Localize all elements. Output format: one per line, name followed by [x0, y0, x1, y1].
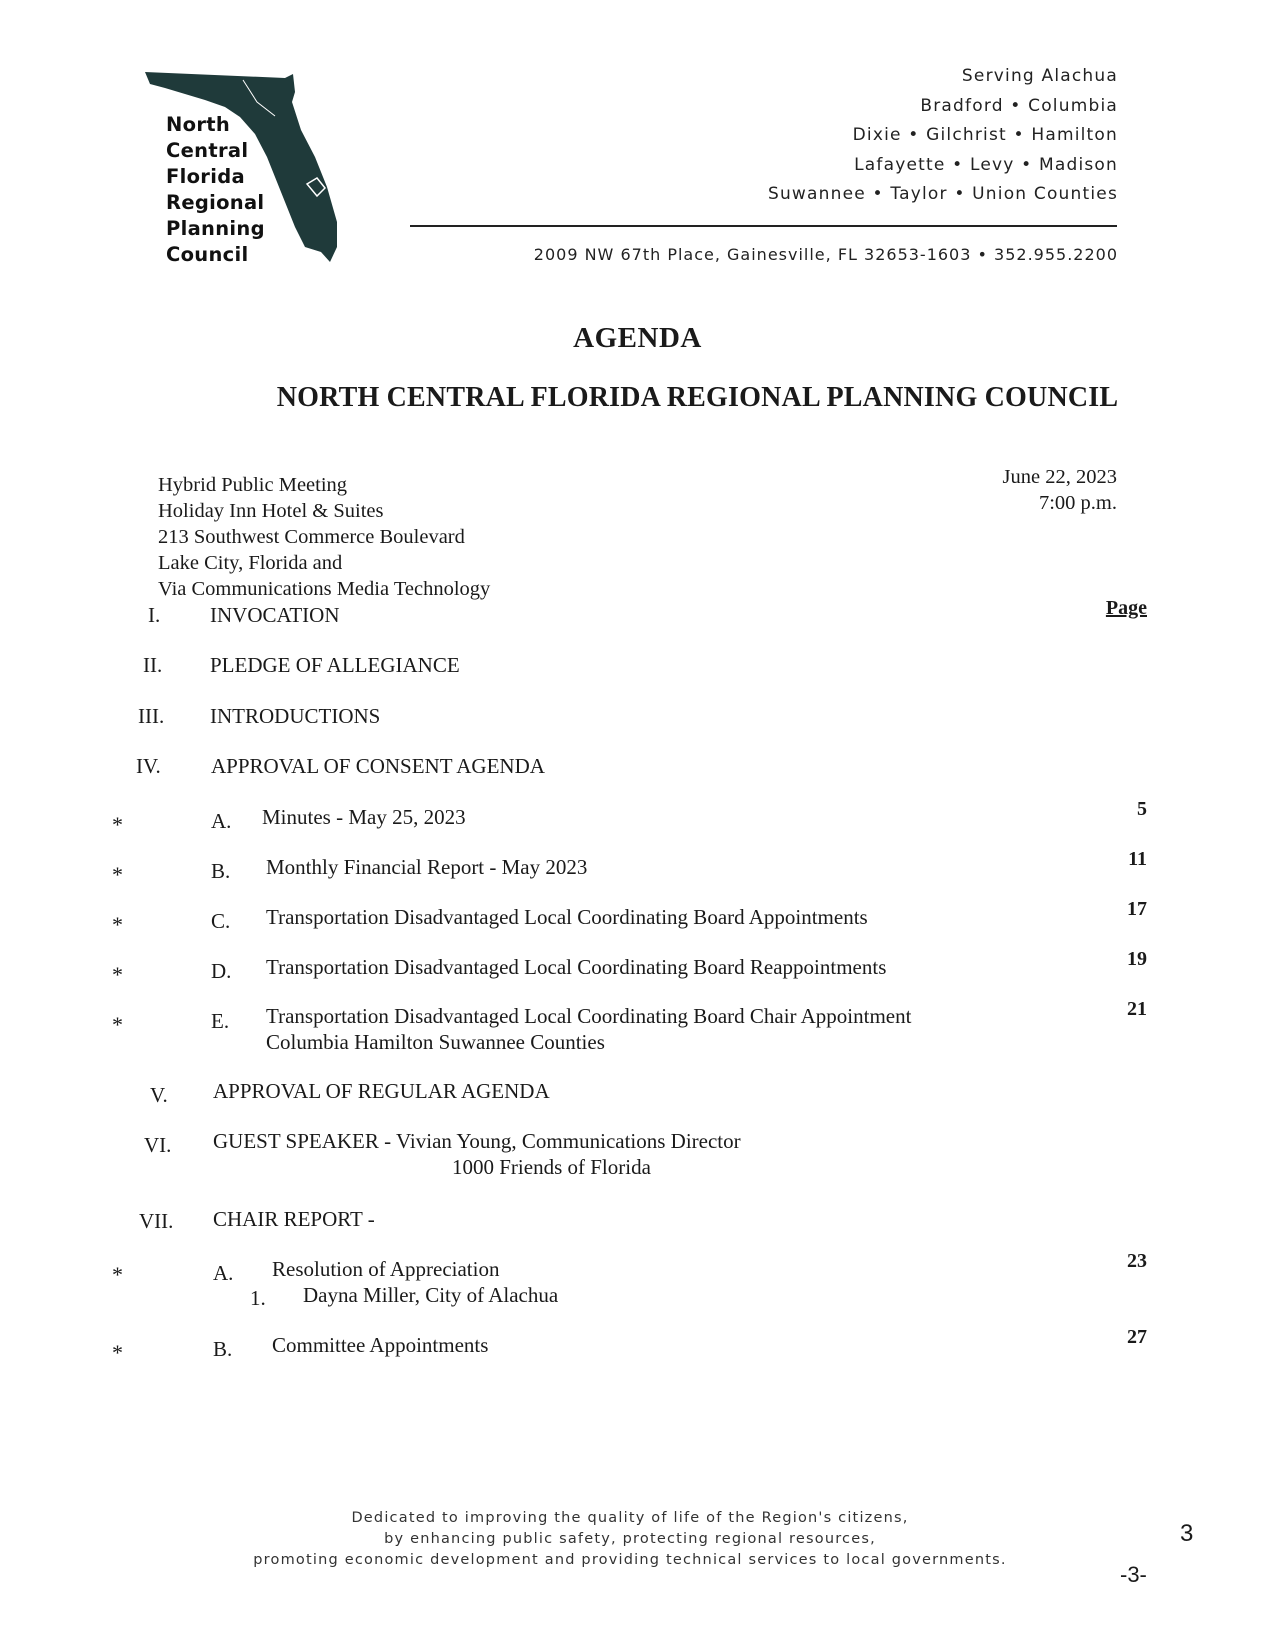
item-td-reappointments: Transportation Disadvantaged Local Coordinating Board Reappointments: [266, 955, 887, 979]
footer-line: by enhancing public safety, protecting regional resources,: [384, 1531, 876, 1547]
logo-line: Central: [166, 139, 249, 162]
page-ref: 17: [1127, 898, 1147, 920]
council-address: 2009 NW 67th Place, Gainesville, FL 32653-1603 • 352.955.2200: [533, 245, 1118, 264]
counties-line: Dixie • Gilchrist • Hamilton: [852, 125, 1118, 145]
location-line: 213 Southwest Commerce Boulevard: [158, 526, 465, 548]
logo-line: North: [166, 113, 231, 136]
star-marker: *: [112, 1340, 123, 1365]
item-td-chair-appointment: Transportation Disadvantaged Local Coordinating Board Chair Appointment: [266, 1004, 912, 1028]
item-number: VI.: [144, 1133, 172, 1157]
footer-mission: [160, 1508, 1100, 1571]
item-number: IV.: [136, 754, 161, 778]
agenda-title: AGENDA: [573, 322, 702, 354]
item-financial-report: Monthly Financial Report - May 2023: [266, 855, 588, 879]
star-marker: *: [112, 812, 123, 837]
item-guest-organization: 1000 Friends of Florida: [452, 1155, 651, 1179]
page-ref: 19: [1127, 948, 1147, 970]
item-number: V.: [150, 1083, 168, 1107]
item-guest-speaker: GUEST SPEAKER - Vivian Young, Communications Director: [213, 1129, 741, 1153]
location-line: Hybrid Public Meeting: [158, 474, 348, 496]
item-number: VII.: [139, 1209, 174, 1233]
item-chair-report: CHAIR REPORT -: [213, 1207, 375, 1231]
item-letter: A.: [211, 809, 232, 833]
meeting-time: 7:00 p.m.: [1038, 492, 1117, 514]
counties-line: Lafayette • Levy • Madison: [854, 154, 1118, 175]
logo-text: [166, 112, 265, 268]
sub-item-honoree: Dayna Miller, City of Alachua: [303, 1283, 559, 1307]
star-marker: *: [112, 862, 123, 887]
item-resolution: Resolution of Appreciation: [272, 1257, 500, 1281]
item-letter: D.: [211, 959, 232, 983]
item-number: I.: [148, 603, 161, 627]
item-letter: A.: [213, 1261, 234, 1285]
star-marker: *: [112, 962, 123, 987]
item-number: II.: [143, 653, 163, 677]
footer-line: promoting economic development and providing technical services to local governments.: [253, 1552, 1007, 1568]
letterhead-divider: [410, 225, 1117, 227]
page-ref: 11: [1128, 848, 1147, 870]
meeting-location: [158, 472, 490, 602]
item-number: III.: [138, 704, 165, 728]
item-consent-agenda: APPROVAL OF CONSENT AGENDA: [211, 754, 545, 778]
counties-served: [768, 62, 1118, 210]
item-td-chair-counties: Columbia Hamilton Suwannee Counties: [266, 1030, 605, 1054]
item-letter: B.: [213, 1337, 233, 1361]
logo-line: Regional: [166, 191, 265, 214]
counties-line: Serving Alachua: [961, 66, 1118, 86]
star-marker: *: [112, 912, 123, 937]
item-pledge: PLEDGE OF ALLEGIANCE: [210, 653, 460, 677]
meeting-date: June 22, 2023: [1002, 466, 1117, 488]
item-introductions: INTRODUCTIONS: [210, 704, 381, 728]
meeting-datetime: [1003, 464, 1117, 516]
logo-line: Council: [166, 243, 249, 266]
item-letter: E.: [211, 1009, 230, 1033]
logo-line: Planning: [166, 217, 265, 240]
item-letter: B.: [211, 859, 231, 883]
page-number-footer: -3-: [1120, 1562, 1147, 1587]
page-number: 3: [1180, 1520, 1194, 1547]
page-ref: 21: [1127, 998, 1147, 1020]
location-line: Lake City, Florida and: [158, 552, 343, 574]
location-line: Via Communications Media Technology: [158, 578, 491, 600]
page-ref: 23: [1127, 1250, 1147, 1272]
footer-line: Dedicated to improving the quality of life of the Region's citizens,: [351, 1510, 909, 1526]
item-letter: C.: [211, 909, 231, 933]
counties-line: Suwannee • Taylor • Union Counties: [767, 184, 1118, 204]
item-committee-appointments: Committee Appointments: [272, 1333, 489, 1357]
item-minutes: Minutes - May 25, 2023: [262, 805, 466, 829]
page-ref: 5: [1137, 798, 1147, 820]
council-title: NORTH CENTRAL FLORIDA REGIONAL PLANNING COUNCIL: [276, 382, 1119, 413]
page-column-header: Page: [1105, 597, 1147, 619]
location-line: Holiday Inn Hotel & Suites: [158, 500, 384, 522]
counties-line: Bradford • Columbia: [920, 95, 1118, 116]
star-marker: *: [112, 1262, 123, 1287]
item-invocation: INVOCATION: [210, 603, 340, 627]
star-marker: *: [112, 1012, 123, 1037]
logo-line: Florida: [166, 165, 245, 188]
sub-item-number: 1.: [250, 1286, 266, 1310]
page-ref: 27: [1127, 1326, 1147, 1348]
item-regular-agenda: APPROVAL OF REGULAR AGENDA: [213, 1079, 550, 1103]
item-td-appointments: Transportation Disadvantaged Local Coordinating Board Appointments: [266, 905, 868, 929]
